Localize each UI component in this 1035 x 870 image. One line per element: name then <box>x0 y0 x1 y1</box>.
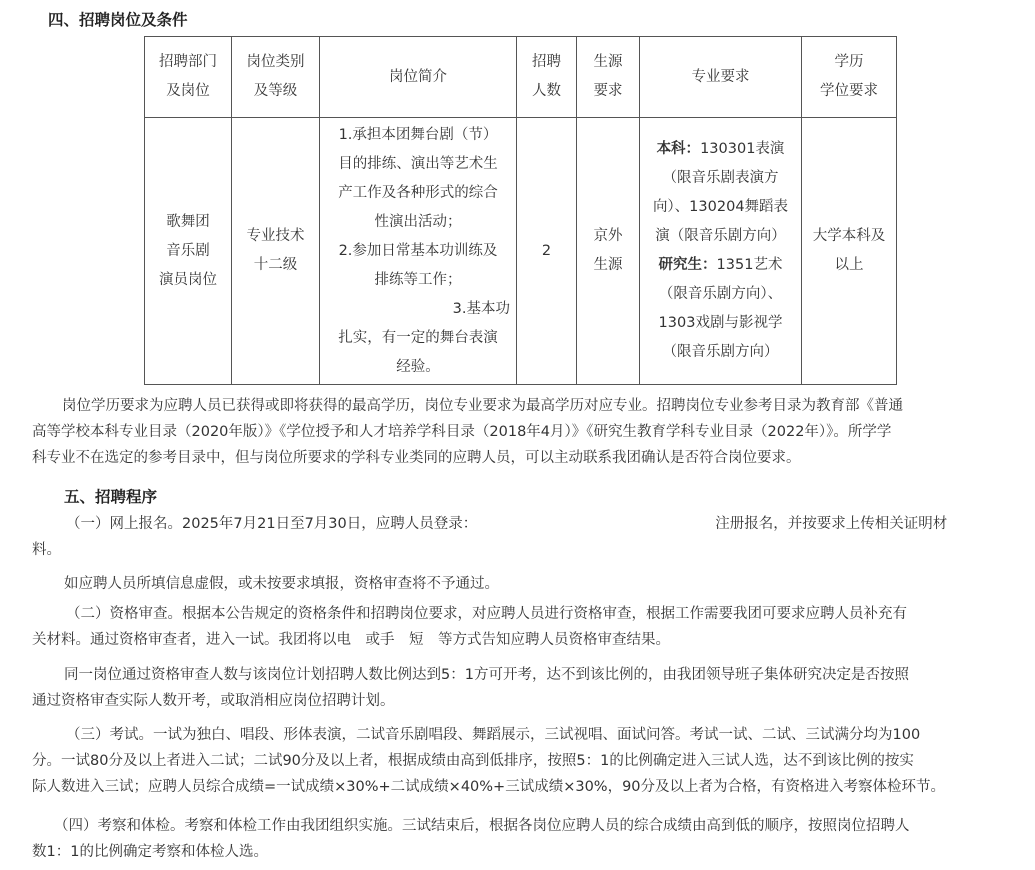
paragraph-registration: （一）网上报名。2025年7月21日至7月30日，应聘人员登录： 注册报名，并按要求上传相关证明材 料。 <box>32 516 948 558</box>
header-count: 招聘 人数 <box>517 37 577 118</box>
major-yjs-label: 研究生： <box>658 257 717 273</box>
paragraph-exam: （三）考试。一试为独白、唱段、形体表演，二试音乐剧唱段、舞蹈展示，三试视唱、面试问答。考试一试、二试、三试满分均为100 分。一试80分及以上者进入二试；二试90分及以上者，根据成绩由高到低排序，按照5：1的比例确定进入三试人选，达不到该比例的按实 际人数进入三试；应聘人员综合成绩=一试成绩×30%+二试成绩×40%+三试成绩×30%，90分及以上者为合格，有资格进入考察体检环节。 <box>32 727 946 795</box>
cell-source: 京外 生源 <box>577 118 640 385</box>
header-dept: 招聘部门 及岗位 <box>145 37 232 118</box>
table-header-row <box>145 37 897 118</box>
header-edu: 学历 学位要求 <box>802 37 897 118</box>
recruitment-table <box>144 36 897 385</box>
section-5-heading: 五、招聘程序 <box>64 488 158 506</box>
cell-dept: 歌舞团 音乐剧 演员岗位 <box>145 118 232 385</box>
cell-edu: 大学本科及 以上 <box>802 118 897 385</box>
cell-category: 专业技术 十二级 <box>232 118 320 385</box>
paragraph-education: 岗位学历要求为应聘人员已获得或即将获得的最高学历，岗位专业要求为最高学历对应专业。招聘岗位专业参考目录为教育部《普通 高等学校本科专业目录（2020年版）》《学位授予和人才培养学科目录（2018年4月）》《研究生教育学科专业目录（2022年）》。所学学 科专业不在选定的参考目录中，但与岗位所要求的学科专业类同的应聘人员，可以主动联系我团确认是否符合岗位要求。 <box>32 398 903 466</box>
header-category: 岗位类别 及等级 <box>232 37 320 118</box>
paragraph-inspection: （四）考察和体检。考察和体检工作由我团组织实施。三试结束后，根据各岗位应聘人员的综合成绩由高到低的顺序，按照岗位招聘人 数1：1的比例确定考察和体检人选。 <box>32 818 910 860</box>
paragraph-ratio: 同一岗位通过资格审查人数与该岗位计划招聘人数比例达到5：1方可开考，达不到该比例的，由我团领导班子集体研究决定是否按照 通过资格审查实际人数开考，或取消相应岗位招聘计划。 <box>32 667 909 709</box>
section-4-heading: 四、招聘岗位及条件 <box>48 11 188 29</box>
header-major: 专业要求 <box>640 37 802 118</box>
paragraph-false-info: 如应聘人员所填信息虚假，或未按要求填报，资格审查将不予通过。 <box>64 576 499 592</box>
cell-desc: 1.承担本团舞台剧（节） 目的排练、演出等艺术生 产工作及各种形式的综合 性演出活动； 2.参加日常基本功训练及 排练等工作； 3.基本功 扎实，有一定的舞台表演 经验。 <box>320 118 517 385</box>
major-bk-label: 本科： <box>656 141 701 157</box>
table-row <box>145 118 897 385</box>
cell-count: 2 <box>517 118 577 385</box>
header-desc: 岗位简介 <box>320 37 517 118</box>
header-source: 生源 要求 <box>577 37 640 118</box>
paragraph-qualification: （二）资格审查。根据本公告规定的资格条件和招聘岗位要求，对应聘人员进行资格审查，根据工作需要我团可要求应聘人员补充有 关材料。通过资格审查者，进入一试。我团将以电 或手 短 等方式告知应聘人员资格审查结果。 <box>32 606 907 648</box>
cell-major: 本科：130301表演 （限音乐剧表演方 向）、130204舞蹈表 演（限音乐剧方向） 研究生：1351艺术 （限音乐剧方向）、 1303戏剧与影视学 （限音乐剧方向） <box>640 118 802 385</box>
